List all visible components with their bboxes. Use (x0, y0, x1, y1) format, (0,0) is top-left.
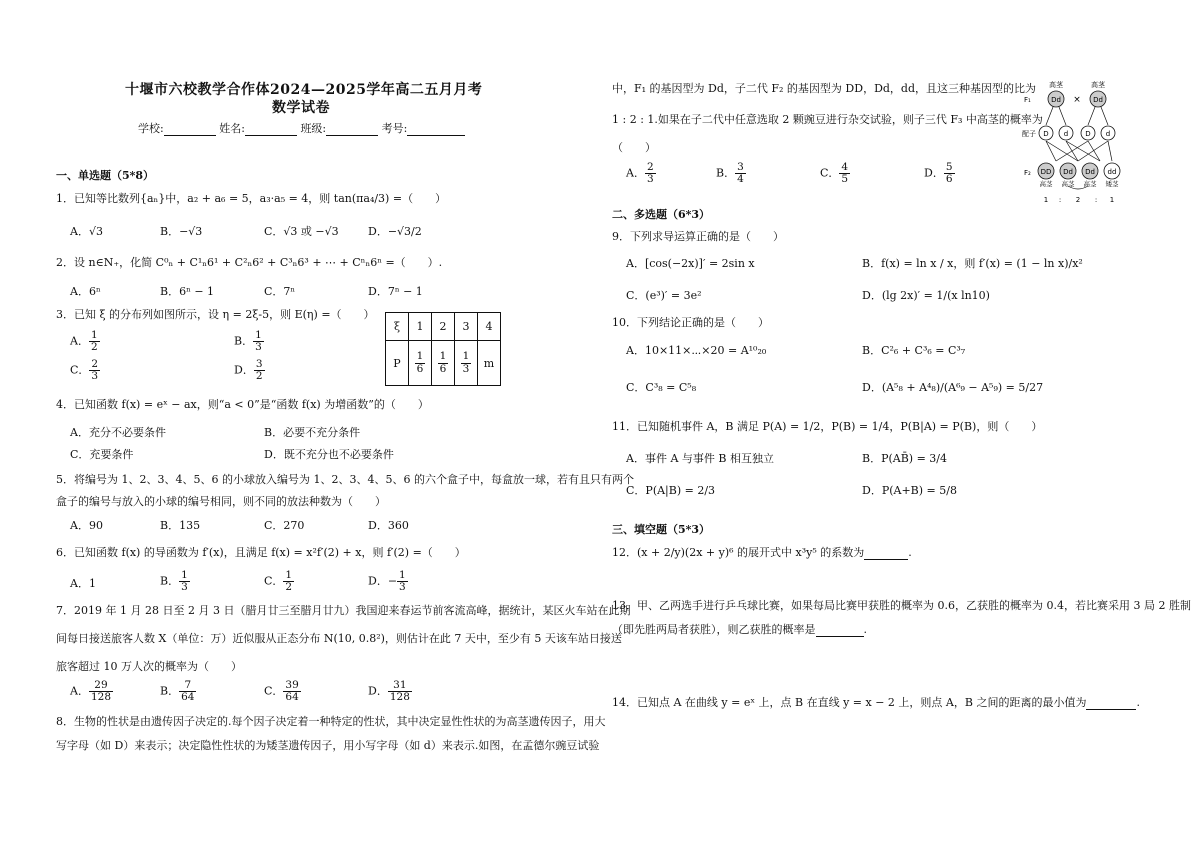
q10-option-b: B．C²₆ + C³₆ = C³₇ (862, 344, 966, 357)
q11-stem: 11．已知随机事件 A，B 满足 P(A) = 1/2，P(B) = 1/4，P(B|A) = P(B)，则（ ） (612, 420, 1043, 433)
table-cell: 1 (409, 313, 432, 341)
q9-option-d: D．(lg 2x)′ = 1/(x ln10) (862, 289, 990, 302)
offspring-label: 高茎 (1039, 180, 1053, 188)
table-cell: 3 (455, 313, 478, 341)
q5-option-b: B．135 (160, 519, 201, 532)
q13-line2: （即先胜两局者获胜），则乙获胜的概率是 . (612, 623, 867, 636)
offspring-label: 高茎 (1083, 180, 1097, 188)
q2-option-a: A．6ⁿ (70, 285, 101, 298)
q7-option-c: C． $\frac{39}{64}$ (264, 679, 299, 704)
q14-answer-blank[interactable] (1086, 697, 1136, 710)
svg-text:d: d (1105, 130, 1111, 138)
q11-option-b: B．P(AB̄) = 3/4 (862, 452, 948, 465)
class-field[interactable] (326, 123, 378, 136)
ratio-label: 1 (1043, 196, 1049, 204)
name-label: 姓名: (219, 122, 245, 135)
cross-symbol: × (1073, 95, 1081, 105)
svg-text:D: D (1085, 130, 1091, 138)
q3-option-d: D． $\frac{3}{2}$ (234, 358, 263, 383)
diagram-label: 高茎 (1049, 81, 1063, 89)
q5-option-a: A．90 (70, 519, 103, 532)
q1-stem: 1．已知等比数列{aₙ}中，a₂ + a₆ = 5，a₃·a₅ = 4，则 tan(πa₄/3) =（ ） (56, 192, 447, 205)
q8-option-c: C． $\frac{4}{5}$ (820, 161, 849, 186)
diagram-gen-label: 配子 (1022, 130, 1036, 138)
section-multi-choice: 二、多选题（6*3） (612, 208, 711, 221)
q9-option-c: C．(e³)′ = 3e² (626, 289, 702, 302)
q3-option-b: B． $\frac{1}{3}$ (234, 329, 262, 354)
ratio-label: 2 (1075, 196, 1081, 204)
svg-text:Dd: Dd (1051, 96, 1061, 104)
q12-answer-blank[interactable] (864, 547, 908, 560)
q14: 14．已知点 A 在曲线 y = eˣ 上，点 B 在直线 y = x − 2 上，则点 A，B 之间的距离的最小值为 . (612, 696, 1140, 709)
q4-option-a: A．充分不必要条件 (70, 426, 166, 439)
svg-text:Dd: Dd (1085, 168, 1095, 176)
svg-text:DD: DD (1040, 168, 1052, 176)
gamete-node (1039, 126, 1053, 140)
q11-option-d: D．P(A+B) = 5/8 (862, 484, 957, 497)
q5-option-c: C．270 (264, 519, 305, 532)
offspring-label: 矮茎 (1105, 180, 1119, 188)
q8-option-b: B． $\frac{3}{4}$ (716, 161, 744, 186)
gamete-node (1059, 126, 1073, 140)
q13-line1: 13．甲、乙两选手进行乒乓球比赛，如果每局比赛甲获胜的概率为 0.6，乙获胜的概率为 0.4，若比赛采用 3 局 2 胜制 (612, 599, 1191, 612)
q6-option-a: A．1 (70, 577, 96, 590)
q7-option-d: D． $\frac{31}{128}$ (368, 679, 410, 704)
q7-line3: 旅客超过 10 万人次的概率为（ ） (56, 660, 242, 673)
q10-option-c: C．C³₈ = C⁵₈ (626, 381, 697, 394)
school-field[interactable] (164, 123, 216, 136)
class-label: 班级: (300, 122, 327, 135)
q2-option-b: B．6ⁿ − 1 (160, 285, 215, 298)
parent-node (1090, 91, 1106, 107)
section-single-choice: 一、单选题（5*8） (56, 169, 155, 182)
q9-option-a: A．[cos(−2x)]′ = 2sin x (626, 257, 755, 270)
q2-stem: 2．设 n∈N₊，化简 C⁰ₙ + C¹ₙ6¹ + C²ₙ6² + C³ₙ6³ + ⋯ + Cⁿₙ6ⁿ =（ ）. (56, 256, 443, 269)
q11-option-a: A．事件 A 与事件 B 相互独立 (626, 452, 774, 465)
table-cell: ξ (386, 313, 409, 341)
q11-option-c: C．P(A|B) = 2/3 (626, 484, 716, 497)
offspring-node (1060, 163, 1076, 179)
q2-option-d: D．7ⁿ − 1 (368, 285, 423, 298)
diagram-gen-label: F₁ (1024, 96, 1031, 104)
offspring-label: 高茎 (1061, 180, 1075, 188)
ratio-label: : (1094, 196, 1098, 204)
q13-answer-blank[interactable] (816, 624, 864, 637)
exam-number-field[interactable] (407, 123, 465, 136)
diagram-gen-label: F₂ (1024, 169, 1031, 177)
q4-stem: 4．已知函数 f(x) = eˣ − ax，则“a < 0”是“函数 f(x) 为增函数”的（ ） (56, 398, 429, 411)
q6-stem: 6．已知函数 f(x) 的导函数为 f′(x)，且满足 f(x) = x²f′(2) + x，则 f′(2) =（ ） (56, 546, 466, 559)
table-cell: m (478, 341, 501, 386)
q9-stem: 9．下列求导运算正确的是（ ） (612, 230, 784, 243)
svg-text:d: d (1063, 130, 1069, 138)
q1-option-c: C．√3 或 −√3 (264, 225, 339, 238)
q8-cont-line1: 中，F₁ 的基因型为 Dd，子二代 F₂ 的基因型为 DD，Dd，dd，且这三种基因型的比为 (612, 82, 1037, 95)
q10-option-d: D．(A⁵₈ + A⁴₈)/(A⁶₉ − A⁵₉) = 5/27 (862, 381, 1044, 394)
q10-stem: 10．下列结论正确的是（ ） (612, 316, 769, 329)
offspring-node (1038, 163, 1054, 179)
table-cell: 4 (478, 313, 501, 341)
q2-option-c: C．7ⁿ (264, 285, 296, 298)
q4-option-d: D．既不充分也不必要条件 (264, 448, 394, 461)
q6-option-c: C． $\frac{1}{2}$ (264, 569, 293, 594)
q7-line1: 7．2019 年 1 月 28 日至 2 月 3 日（腊月廿三至腊月廿九）我国迎来春运节前客流高峰，据统计，某区火车站在此期 (56, 604, 631, 617)
table-cell: 2 (432, 313, 455, 341)
table-cell: $\frac{1}{6}$ (432, 341, 455, 386)
q4-option-c: C．充要条件 (70, 448, 134, 461)
q6-option-b: B． $\frac{1}{3}$ (160, 569, 188, 594)
mendel-cross-diagram (1020, 78, 1130, 208)
parent-node (1048, 91, 1064, 107)
svg-text:D: D (1043, 130, 1049, 138)
svg-text:Dd: Dd (1093, 96, 1103, 104)
q3-option-c: C． $\frac{2}{3}$ (70, 358, 99, 383)
section-fill-blank: 三、填空题（5*3） (612, 523, 711, 536)
q8-option-d: D． $\frac{5}{6}$ (924, 161, 953, 186)
exam-number-label: 考号: (381, 122, 408, 135)
ratio-label: 1 (1109, 196, 1115, 204)
q10-option-a: A．10×11×⋯×20 = A¹⁰₂₀ (626, 344, 767, 357)
table-cell: P (386, 341, 409, 386)
offspring-node (1082, 163, 1098, 179)
q1-option-a: A．√3 (70, 225, 103, 238)
q3-distribution-table (385, 312, 501, 386)
q5-line1: 5．将编号为 1、2、3、4、5、6 的小球放入编号为 1、2、3、4、5、6 的六个盒子中，每盒放一球，若有且只有两个 (56, 473, 634, 486)
q5-option-d: D．360 (368, 519, 409, 532)
ratio-label: : (1058, 196, 1062, 204)
q8-line1: 8．生物的性状是由遗传因子决定的.每个因子决定着一种特定的性状，其中决定显性性状的为高茎遗传因子，用大 (56, 715, 606, 728)
offspring-node (1104, 163, 1120, 179)
q8-cont-line2: 1 : 2 : 1.如果在子二代中任意选取 2 颗豌豆进行杂交试验，则子三代 F₃ 中高茎的概率为 (612, 113, 1043, 126)
diagram-label: 高茎 (1091, 81, 1105, 89)
q8-line2: 写字母（如 D）来表示；决定隐性性状的为矮茎遗传因子，用小写字母（如 d）来表示.如图，在孟德尔豌豆试验 (56, 739, 600, 752)
q9-option-b: B．f(x) = ln x / x，则 f′(x) = (1 − ln x)/x² (862, 257, 1083, 270)
q1-option-b: B．−√3 (160, 225, 203, 238)
gamete-node (1081, 126, 1095, 140)
q5-line2: 盒子的编号与放入的小球的编号相同，则不同的放法种数为（ ） (56, 495, 386, 508)
school-label: 学校: (138, 122, 164, 135)
q6-option-d: D．− $\frac{1}{3}$ (368, 569, 406, 594)
table-cell: $\frac{1}{3}$ (455, 341, 478, 386)
q12: 12．(x + 2/y)(2x + y)⁶ 的展开式中 x³y⁵ 的系数为 . (612, 546, 912, 559)
table-cell: $\frac{1}{6}$ (409, 341, 432, 386)
q8-cont-line3: （ ） (612, 141, 656, 154)
q7-option-b: B． $\frac{7}{64}$ (160, 679, 195, 704)
q7-line2: 间每日接送旅客人数 X（单位：万）近似服从正态分布 N(10, 0.8²)，则估计在此 7 天中，至少有 5 天该车站日接送 (56, 632, 622, 645)
q3-stem: 3．已知 ξ 的分布列如图所示，设 η = 2ξ-5，则 E(η) =（ ） (56, 308, 375, 321)
q1-option-d: D．−√3/2 (368, 225, 422, 238)
q3-option-a: A． $\frac{1}{2}$ (70, 329, 98, 354)
q4-option-b: B．必要不充分条件 (264, 426, 361, 439)
gamete-node (1101, 126, 1115, 140)
q7-option-a: A． $\frac{29}{128}$ (70, 679, 111, 704)
exam-subtitle: 数学试卷 (272, 100, 330, 116)
exam-title: 十堰市六校教学合作体2024—2025学年高二五月月考 (125, 82, 483, 98)
student-info-line (138, 122, 465, 136)
svg-text:Dd: Dd (1063, 168, 1073, 176)
name-field[interactable] (245, 123, 297, 136)
q8-option-a: A． $\frac{2}{3}$ (626, 161, 654, 186)
svg-text:dd: dd (1107, 168, 1117, 176)
